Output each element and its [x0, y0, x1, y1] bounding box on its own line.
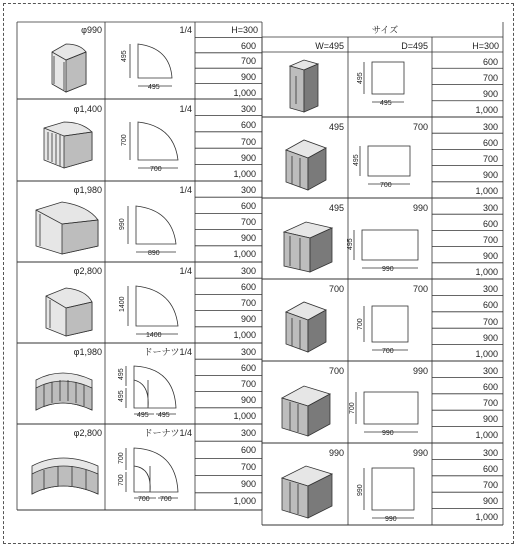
left-header-height: H=300: [231, 25, 258, 35]
right-g4-w: 700: [328, 284, 344, 294]
plan5-dim-b: 495: [137, 412, 149, 419]
left-g3-h2: 700: [240, 217, 256, 227]
left-g5-type: ドーナツ1/4: [143, 347, 192, 357]
right-g2-h4: 1,000: [475, 186, 498, 196]
rect-plan-5: [356, 392, 418, 432]
quarter-cabinet-drawing-1: [52, 44, 86, 92]
right-g1-h3: 900: [482, 89, 498, 99]
right-g2-d: 700: [412, 122, 428, 132]
plan5-dim-a: 495: [118, 368, 125, 380]
left-g2-h2: 700: [240, 137, 256, 147]
left-g5-h0: 300: [240, 347, 256, 357]
left-g3-h0: 300: [240, 185, 256, 195]
quarter-cabinet-drawing-4: [46, 288, 92, 336]
rplan4-dim-b: 700: [382, 348, 394, 355]
rplan1-dim-a: 495: [357, 72, 364, 84]
plan5-dim-a2: 495: [118, 390, 125, 402]
plan-view-1: [130, 44, 172, 86]
left-g4-type: 1/4: [179, 266, 192, 276]
right-g3-h4: 1,000: [475, 267, 498, 277]
right-g6-w: 990: [328, 448, 344, 458]
box-cabinet-drawing-6: [282, 466, 332, 518]
rplan6-dim-b: 990: [385, 516, 397, 523]
plan6-dim-b2: 700: [160, 496, 172, 503]
right-g6-h3: 900: [482, 496, 498, 506]
left-g1-diameter: φ990: [81, 25, 102, 35]
left-g2-h0: 300: [240, 104, 256, 114]
right-g5-h4: 1,000: [475, 430, 498, 440]
right-g3-w: 495: [328, 203, 344, 213]
right-g2-h2: 700: [482, 154, 498, 164]
right-g4-h3: 900: [482, 333, 498, 343]
plan-view-donut-1: [126, 366, 176, 414]
left-g3-h3: 900: [240, 233, 256, 243]
right-g5-h1: 600: [482, 382, 498, 392]
right-g5-h3: 900: [482, 414, 498, 424]
rplan3-dim-b: 990: [382, 266, 394, 273]
rect-plan-6: [364, 468, 414, 518]
left-g5-h2: 700: [240, 379, 256, 389]
plan3-dim-b: 890: [148, 250, 160, 257]
left-g6-type: ドーナツ1/4: [143, 428, 192, 438]
box-cabinet-drawing-5: [282, 386, 330, 436]
left-g4-h1: 600: [240, 282, 256, 292]
right-g3-h1: 600: [482, 219, 498, 229]
left-g3-diameter: φ1,980: [73, 185, 102, 195]
right-header-d: D=495: [401, 41, 428, 51]
left-g4-h2: 700: [240, 298, 256, 308]
right-g5-h0: 300: [482, 366, 498, 376]
plan4-dim-a: 1400: [119, 296, 126, 312]
plan-view-donut-2: [126, 448, 178, 498]
rplan3-dim-a: 495: [347, 238, 354, 250]
right-g4-h1: 600: [482, 300, 498, 310]
left-g2-type: 1/4: [179, 104, 192, 114]
left-g3-type: 1/4: [179, 185, 192, 195]
right-g5-h2: 700: [482, 398, 498, 408]
rplan4-dim-a: 700: [357, 318, 364, 330]
left-g4-h4: 1,000: [233, 330, 256, 340]
right-g3-h2: 700: [482, 235, 498, 245]
left-g5-h4: 1,000: [233, 411, 256, 421]
left-g5-h1: 600: [240, 363, 256, 373]
rplan5-dim-a: 700: [349, 402, 356, 414]
left-g1-h1: 600: [240, 41, 256, 51]
left-g2-diameter: φ1,400: [73, 104, 102, 114]
plan1-dim-a: 495: [121, 50, 128, 62]
right-g3-h3: 900: [482, 251, 498, 261]
left-g2-h3: 900: [240, 153, 256, 163]
rplan5-dim-b: 990: [382, 430, 394, 437]
right-g6-h0: 300: [482, 448, 498, 458]
right-title: サイズ: [371, 25, 399, 35]
donut-cabinet-drawing-1: [36, 373, 92, 410]
right-g4-h4: 1,000: [475, 349, 498, 359]
left-g4-h0: 300: [240, 266, 256, 276]
left-g1-h4: 1,000: [233, 88, 256, 98]
left-g2-h4: 1,000: [233, 169, 256, 179]
right-header-w: W=495: [315, 41, 344, 51]
rect-plan-3: [354, 230, 418, 268]
plan-view-3: [128, 206, 176, 252]
plan3-dim-a: 990: [119, 218, 126, 230]
left-g3-h4: 1,000: [233, 249, 256, 259]
left-g6-h3: 900: [240, 479, 256, 489]
right-g1-h4: 1,000: [475, 105, 498, 115]
right-g2-h1: 600: [482, 138, 498, 148]
left-g2-h1: 600: [240, 120, 256, 130]
right-g6-h4: 1,000: [475, 512, 498, 522]
right-g4-h2: 700: [482, 317, 498, 327]
plan-view-2: [130, 122, 178, 168]
left-g4-h3: 900: [240, 314, 256, 324]
left-g1-type: 1/4: [179, 25, 192, 35]
rplan2-dim-a: 495: [353, 154, 360, 166]
plan6-dim-a2: 700: [118, 474, 125, 486]
rplan2-dim-b: 700: [380, 182, 392, 189]
box-cabinet-drawing-1: [290, 60, 318, 112]
rplan1-dim-b: 495: [380, 100, 392, 107]
right-g6-h1: 600: [482, 464, 498, 474]
quarter-cabinet-drawing-3: [36, 202, 98, 254]
quarter-cabinet-drawing-2: [44, 122, 92, 168]
left-g3-h1: 600: [240, 201, 256, 211]
left-g1-h2: 700: [240, 56, 256, 66]
left-g6-h1: 600: [240, 445, 256, 455]
left-g5-h3: 900: [240, 395, 256, 405]
plan5-dim-b2: 495: [158, 412, 170, 419]
plan6-dim-b: 700: [138, 496, 150, 503]
right-g1-h1: 600: [482, 57, 498, 67]
plan2-dim-a: 700: [121, 134, 128, 146]
right-g5-d: 990: [412, 366, 428, 376]
left-g6-h2: 700: [240, 462, 256, 472]
plan-view-4: [128, 286, 178, 334]
left-g6-diameter: φ2,800: [73, 428, 102, 438]
plan4-dim-b: 1400: [146, 332, 162, 339]
right-g2-h0: 300: [482, 122, 498, 132]
plan2-dim-b: 700: [150, 166, 162, 173]
right-g4-d: 700: [412, 284, 428, 294]
box-cabinet-drawing-4: [286, 302, 326, 352]
left-g4-diameter: φ2,800: [73, 266, 102, 276]
rect-plan-1: [364, 62, 404, 102]
plan6-dim-a: 700: [118, 452, 125, 464]
left-g6-h4: 1,000: [233, 496, 256, 506]
rect-plan-4: [364, 306, 408, 350]
right-g5-w: 700: [328, 366, 344, 376]
right-g2-h3: 900: [482, 170, 498, 180]
plan1-dim-b: 495: [148, 84, 160, 91]
right-g6-d: 990: [412, 448, 428, 458]
right-g2-w: 495: [328, 122, 344, 132]
box-cabinet-drawing-2: [286, 140, 326, 190]
right-header-h: H=300: [472, 41, 499, 51]
rplan6-dim-a: 990: [357, 484, 364, 496]
right-g6-h2: 700: [482, 480, 498, 490]
rect-plan-2: [360, 146, 410, 184]
right-g3-d: 990: [412, 203, 428, 213]
left-g6-h0: 300: [240, 428, 256, 438]
right-g3-h0: 300: [482, 203, 498, 213]
right-g4-h0: 300: [482, 284, 498, 294]
right-g1-h2: 700: [482, 73, 498, 83]
left-g5-diameter: φ1,980: [73, 347, 102, 357]
donut-cabinet-drawing-2: [32, 458, 98, 494]
box-cabinet-drawing-3: [284, 222, 332, 272]
left-g1-h3: 900: [240, 72, 256, 82]
